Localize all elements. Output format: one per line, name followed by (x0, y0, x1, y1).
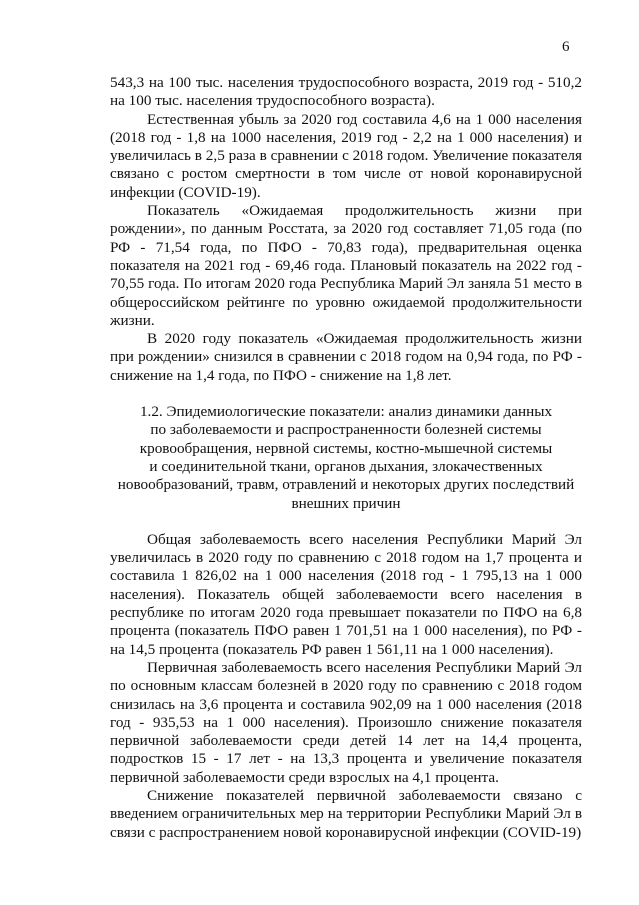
paragraph-top-1: 543,3 на 100 тыс. населения трудоспособного возраста, 2019 год - 510,2 на 100 тыс. населения трудоспособного возраста). (110, 74, 582, 110)
document-body (110, 74, 582, 842)
spacer (110, 513, 582, 531)
section-heading-line: по заболеваемости и распространенности болезней системы (150, 421, 542, 439)
paragraph-top-2: Естественная убыль за 2020 год составила 4,6 на 1 000 населения (2018 год - 1,8 на 1000 населения, 2019 год - 2,2 на 1 000 населения) и увеличилась в 2,5 раза в сравнении с 2018 годом. Увеличение показателя связано с ростом смертности в том числе от новой коронавирусной инфекции (COVID-19). (110, 110, 582, 201)
section-heading-line: и соединительной ткани, органов дыхания, злокачественных (149, 457, 543, 475)
page-number: 6 (562, 39, 570, 55)
paragraph-bottom-1: Общая заболеваемость всего населения Республики Марий Эл увеличилась в 2020 году по сравнению с 2018 годом на 1,7 процента и составила 1 826,02 на 1 000 населения (2018 год - 1 795,13 на 1 000 населения). Показатель общей заболеваемости всего населения в республике по итогам 2020 года превышает показатели по ПФО на 6,8 процента (показатель ПФО равен 1 701,51 на 1 000 населения), по РФ - на 14,5 процента (показатель РФ равен 1 561,11 на 1 000 населения). (110, 530, 582, 658)
section-heading-line: внешних причин (291, 494, 401, 512)
section-heading (110, 403, 582, 513)
section-heading-line: новообразований, травм, отравлений и некоторых других последствий (117, 476, 575, 494)
paragraph-top-3: Показатель «Ожидаемая продолжительность жизни при рождении», по данным Росстата, за 2020 год составляет 71,05 года (по РФ - 71,54 года, по ПФО - 70,83 года), предварительная оценка показателя на 2021 год - 69,46 года. Плановый показатель на 2022 год - 70,55 года. По итогам 2020 года Республика Марий Эл заняла 51 место в общероссийском рейтинге по уровню ожидаемой продолжительности жизни. (110, 202, 582, 329)
paragraph-bottom-3: Снижение показателей первичной заболеваемости связано с введением ограничительных мер на территории Республики Марий Эл в связи с распространением новой коронавирусной инфекции (COVID-19) (110, 786, 582, 841)
section-heading-line: 1.2. Эпидемиологические показатели: анализ динамики данных (139, 403, 553, 421)
paragraph-bottom-2: Первичная заболеваемость всего населения Республики Марий Эл по основным классам болезней в 2020 году по сравнению с 2018 годом снизилась на 3,6 процента и составила 902,09 на 1 000 населения (2018 год - 935,53 на 1 000 населения). Произошло снижение показателя первичной заболеваемости среди детей 14 лет на 14,4 процента, подростков 15 - 17 лет - на 13,3 процента и увеличение показателя первичной заболеваемости среди взрослых на 4,1 процента. (110, 658, 582, 786)
paragraph-top-4: В 2020 году показатель «Ожидаемая продолжительность жизни при рождении» снизился в сравнении с 2018 годом на 0,94 года, по РФ - снижение на 1,4 года, по ПФО - снижение на 1,8 лет. (110, 330, 582, 384)
section-heading-line: кровообращения, нервной системы, костно-мышечной системы (139, 439, 553, 457)
